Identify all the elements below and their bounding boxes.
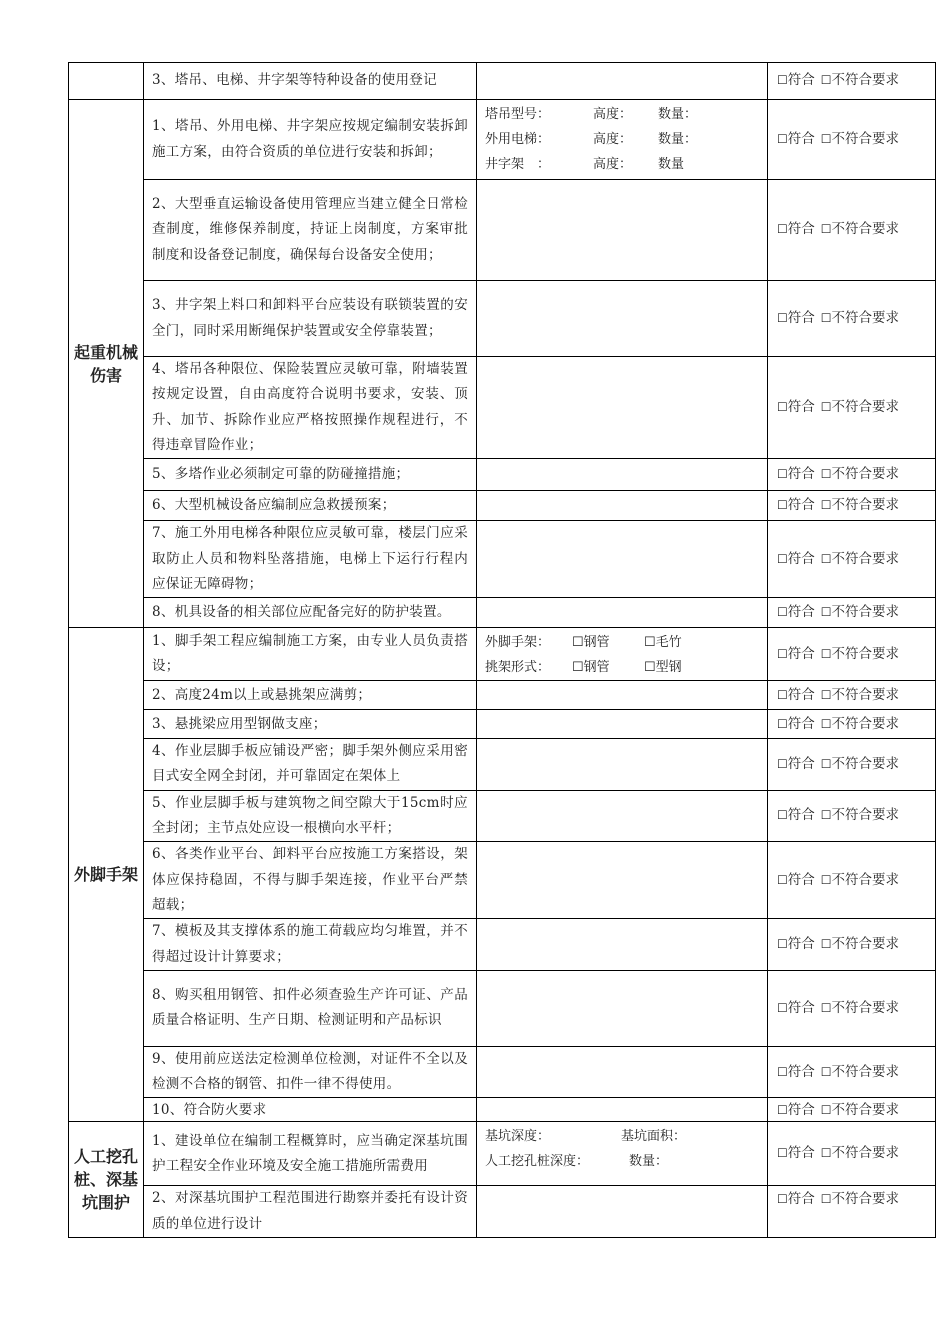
fail-checkbox-icon[interactable]: ☐ (820, 687, 832, 702)
check-item: 1、脚手架工程应编制施工方案，由专业人员负责搭设； (144, 628, 477, 681)
pass-checkbox-icon[interactable]: ☐ (777, 1064, 788, 1079)
check-item: 9、使用前应送法定检测单位检测，对证件不全以及检测不合格的钢管、扣件一律不得使用。 (144, 1046, 477, 1098)
result-cell[interactable] (768, 681, 936, 710)
fail-checkbox-icon[interactable]: ☐ (820, 936, 832, 951)
steel-pipe-checkbox[interactable]: ☐钢管 (572, 635, 610, 651)
check-item: 4、塔吊各种限位、保险装置应灵敏可靠，附墙装置按规定设置，自由高度符合说明书要求，安装、顶升、加节、拆除作业应严格按照操作规程进行，不得违章冒险作业； (144, 357, 477, 459)
category-scaffold: 外脚手架 (69, 628, 144, 1122)
table-row (69, 180, 936, 281)
fail-checkbox-icon[interactable]: ☐ (820, 310, 832, 325)
check-item: 2、大型垂直运输设备使用管理应当建立健全日常检查制度，维修保养制度，持证上岗制度，方案审批制度和设备登记制度，确保每台设备安全使用； (144, 180, 477, 281)
check-item: 5、多塔作业必须制定可靠的防碰撞措施； (144, 459, 477, 491)
pass-option-label: 符合 (787, 871, 815, 888)
note-cell[interactable] (477, 491, 768, 521)
pass-checkbox-icon[interactable]: ☐ (777, 310, 788, 325)
pass-option-label: 符合 (787, 72, 815, 89)
fail-option-label: 不符合要求 (831, 1191, 900, 1208)
pass-checkbox-icon[interactable]: ☐ (777, 756, 788, 771)
note-cell[interactable] (477, 739, 768, 791)
table-row (69, 681, 936, 710)
note-cell[interactable] (477, 919, 768, 971)
pass-option-label: 符合 (787, 715, 815, 732)
scaffold-note-cell[interactable] (477, 628, 768, 681)
note-cell[interactable] (477, 521, 768, 598)
category-cell (69, 63, 144, 100)
note-cell[interactable] (477, 790, 768, 842)
note-label: 数量 (658, 157, 685, 172)
result-cell[interactable] (768, 180, 936, 281)
fail-checkbox-icon[interactable]: ☐ (820, 716, 832, 731)
fail-option-label: 不符合要求 (831, 871, 900, 888)
result-cell[interactable] (768, 598, 936, 628)
table-row (69, 739, 936, 791)
fail-checkbox-icon[interactable]: ☐ (820, 467, 832, 482)
check-item: 3、悬挑梁应用型钢做支座； (144, 710, 477, 739)
note-cell[interactable] (477, 281, 768, 357)
table-row (69, 63, 936, 100)
result-cell[interactable] (768, 919, 936, 971)
section-steel-checkbox[interactable]: ☐型钢 (644, 660, 682, 676)
pass-option-label: 符合 (787, 755, 815, 772)
pass-checkbox-icon[interactable]: ☐ (777, 716, 788, 731)
result-cell[interactable] (768, 100, 936, 180)
result-cell[interactable] (768, 357, 936, 459)
fail-checkbox-icon[interactable]: ☐ (820, 1000, 832, 1015)
pass-option-label: 符合 (787, 1063, 815, 1080)
note-label: 外脚手架： (485, 635, 551, 651)
table-row (69, 1122, 936, 1186)
pass-option-label: 符合 (787, 1145, 815, 1162)
check-item: 7、模板及其支撑体系的施工荷载应均匀堆置，并不得超过设计计算要求； (144, 919, 477, 971)
check-item: 4、作业层脚手板应铺设严密；脚手架外侧应采用密目式安全网全封闭，并可靠固定在架体上 (144, 739, 477, 791)
table-row (69, 1046, 936, 1098)
check-item: 6、各类作业平台、卸料平台应按施工方案搭设，架体应保持稳固，不得与脚手架连接，作业平台严禁超载； (144, 842, 477, 919)
fail-option-label: 不符合要求 (831, 686, 900, 703)
pass-checkbox-icon[interactable]: ☐ (777, 808, 788, 823)
fail-option-label: 不符合要求 (831, 466, 900, 483)
result-cell[interactable] (768, 1186, 936, 1238)
note-cell[interactable] (477, 357, 768, 459)
pass-checkbox-icon[interactable]: ☐ (777, 1192, 788, 1207)
fail-option-label: 不符合要求 (831, 497, 900, 514)
pass-option-label: 符合 (787, 497, 815, 514)
fail-checkbox-icon[interactable]: ☐ (820, 131, 832, 146)
table-row (69, 710, 936, 739)
pass-checkbox-icon[interactable]: ☐ (777, 687, 788, 702)
fail-option-label: 不符合要求 (831, 1101, 900, 1118)
fail-checkbox-icon[interactable]: ☐ (820, 1146, 832, 1161)
table-row (69, 598, 936, 628)
pass-option-label: 符合 (787, 1101, 815, 1118)
note-cell[interactable] (477, 1046, 768, 1098)
note-cell[interactable] (477, 1098, 768, 1122)
check-item: 1、塔吊、外用电梯、井字架应按规定编制安装拆卸施工方案，由符合资质的单位进行安装和拆卸； (144, 100, 477, 180)
fail-checkbox-icon[interactable]: ☐ (820, 605, 832, 620)
fail-option-label: 不符合要求 (831, 72, 900, 89)
pass-option-label: 符合 (787, 935, 815, 952)
fail-checkbox-icon[interactable]: ☐ (820, 646, 832, 661)
result-cell[interactable] (768, 710, 936, 739)
result-cell[interactable] (768, 842, 936, 919)
check-item: 8、机具设备的相关部位应配备完好的防护装置。 (144, 598, 477, 628)
table-row (69, 357, 936, 459)
table-row (69, 919, 936, 971)
pass-option-label: 符合 (787, 1191, 815, 1208)
check-item: 8、购买租用钢管、扣件必须查验生产许可证、产品质量合格证明、生产日期、检测证明和产品标识 (144, 970, 477, 1046)
pass-checkbox-icon[interactable]: ☐ (777, 605, 788, 620)
fail-option-label: 不符合要求 (831, 1145, 900, 1162)
pass-checkbox-icon[interactable]: ☐ (777, 936, 788, 951)
pass-option-label: 符合 (787, 398, 815, 415)
category-pit: 人工挖孔桩、深基坑围护 (69, 1122, 144, 1238)
fail-option-label: 不符合要求 (831, 398, 900, 415)
table-row (69, 100, 936, 180)
table-row (69, 970, 936, 1046)
note-label: 外用电梯： (485, 132, 551, 147)
pass-checkbox-icon[interactable]: ☐ (777, 872, 788, 887)
note-label: 高度： (593, 157, 633, 172)
result-cell[interactable] (768, 1046, 936, 1098)
fail-option-label: 不符合要求 (831, 130, 900, 147)
fail-option-label: 不符合要求 (831, 550, 900, 567)
note-label: 高度： (593, 132, 633, 147)
note-label: 人工挖孔桩深度： (485, 1154, 590, 1170)
result-cell[interactable] (768, 790, 936, 842)
check-item: 3、井字架上料口和卸料平台应装设有联锁装置的安全门，同时采用断绳保护装置或安全停靠装置； (144, 281, 477, 357)
note-cell (477, 63, 768, 100)
check-item: 2、对深基坑围护工程范围进行勘察并委托有设计资质的单位进行设计 (144, 1186, 477, 1238)
note-cell[interactable] (477, 970, 768, 1046)
result-cell[interactable] (768, 521, 936, 598)
table-row (69, 459, 936, 491)
pass-checkbox-icon[interactable]: ☐ (777, 222, 788, 237)
check-item: 7、施工外用电梯各种限位应灵敏可靠，楼层门应采取防止人员和物料坠落措施，电梯上下运行行程内应保证无障碍物； (144, 521, 477, 598)
crane-note-cell[interactable] (477, 100, 768, 180)
check-item: 6、大型机械设备应编制应急救援预案； (144, 491, 477, 521)
category-crane: 起重机械伤害 (69, 100, 144, 628)
fail-checkbox-icon[interactable]: ☐ (820, 872, 832, 887)
fail-checkbox-icon[interactable]: ☐ (820, 222, 832, 237)
fail-option-label: 不符合要求 (831, 645, 900, 662)
fail-checkbox-icon[interactable]: ☐ (820, 551, 832, 566)
fail-option-label: 不符合要求 (831, 935, 900, 952)
fail-option-label: 不符合要求 (831, 999, 900, 1016)
note-label: 数量： (658, 107, 698, 122)
pass-checkbox-icon[interactable]: ☐ (777, 399, 788, 414)
pass-checkbox-icon[interactable]: ☐ (777, 73, 788, 88)
check-item: 10、符合防火要求 (144, 1098, 477, 1122)
result-cell[interactable] (768, 739, 936, 791)
safety-checklist-table (68, 62, 936, 1238)
check-item: 5、作业层脚手板与建筑物之间空隙大于15cm时应全封闭；主节点处应设一根横向水平杆； (144, 790, 477, 842)
fail-option-label: 不符合要求 (831, 604, 900, 621)
fail-checkbox-icon[interactable]: ☐ (820, 808, 832, 823)
result-cell[interactable] (768, 491, 936, 521)
pass-checkbox-icon[interactable]: ☐ (777, 467, 788, 482)
fail-checkbox-icon[interactable]: ☐ (820, 498, 832, 513)
pass-checkbox-icon[interactable]: ☐ (777, 551, 788, 566)
pit-note-cell[interactable] (477, 1122, 768, 1186)
pass-option-label: 符合 (787, 807, 815, 824)
pass-checkbox-icon[interactable]: ☐ (777, 1146, 788, 1161)
pass-checkbox-icon[interactable]: ☐ (777, 646, 788, 661)
table-row (69, 790, 936, 842)
bamboo-checkbox[interactable]: ☐毛竹 (644, 635, 682, 651)
note-cell[interactable] (477, 710, 768, 739)
table-row (69, 1186, 936, 1238)
note-label: 基坑面积： (621, 1129, 687, 1145)
pass-option-label: 符合 (787, 466, 815, 483)
fail-option-label: 不符合要求 (831, 1063, 900, 1080)
fail-option-label: 不符合要求 (831, 755, 900, 772)
pass-checkbox-icon[interactable]: ☐ (777, 498, 788, 513)
note-cell[interactable] (477, 1186, 768, 1238)
pass-option-label: 符合 (787, 604, 815, 621)
note-label: 挑架形式： (485, 660, 551, 676)
result-cell[interactable] (768, 281, 936, 357)
result-cell[interactable] (768, 970, 936, 1046)
steel-pipe-checkbox[interactable]: ☐钢管 (572, 660, 610, 676)
pass-option-label: 符合 (787, 645, 815, 662)
note-cell[interactable] (477, 180, 768, 281)
result-cell[interactable] (768, 628, 936, 681)
check-item: 3、塔吊、电梯、井字架等特种设备的使用登记 (144, 63, 477, 100)
note-cell[interactable] (477, 598, 768, 628)
result-cell[interactable] (768, 1122, 936, 1186)
table-row (69, 628, 936, 681)
fail-checkbox-icon[interactable]: ☐ (820, 399, 832, 414)
table-row (69, 521, 936, 598)
note-cell[interactable] (477, 681, 768, 710)
note-label: 塔吊型号： (485, 107, 551, 122)
note-label: 数量： (658, 132, 698, 147)
note-cell[interactable] (477, 842, 768, 919)
pass-checkbox-icon[interactable]: ☐ (777, 1000, 788, 1015)
fail-option-label: 不符合要求 (831, 807, 900, 824)
pass-option-label: 符合 (787, 686, 815, 703)
table-row (69, 842, 936, 919)
result-cell (768, 63, 936, 100)
fail-checkbox-icon[interactable]: ☐ (820, 1192, 832, 1207)
fail-checkbox-icon[interactable]: ☐ (820, 73, 832, 88)
note-label: 数量： (629, 1154, 669, 1170)
fail-option-label: 不符合要求 (831, 309, 900, 326)
pass-option-label: 符合 (787, 221, 815, 238)
fail-option-label: 不符合要求 (831, 715, 900, 732)
fail-checkbox-icon[interactable]: ☐ (820, 1102, 832, 1117)
note-cell[interactable] (477, 459, 768, 491)
table-row (69, 491, 936, 521)
table-row (69, 281, 936, 357)
check-item: 1、建设单位在编制工程概算时，应当确定深基坑围护工程安全作业环境及安全施工措施所需费用 (144, 1122, 477, 1186)
pass-option-label: 符合 (787, 130, 815, 147)
fail-option-label: 不符合要求 (831, 221, 900, 238)
table-row (69, 1098, 936, 1122)
result-cell[interactable] (768, 459, 936, 491)
note-label: 基坑深度： (485, 1129, 551, 1145)
fail-checkbox-icon[interactable]: ☐ (820, 1064, 832, 1079)
pass-option-label: 符合 (787, 309, 815, 326)
pass-checkbox-icon[interactable]: ☐ (777, 131, 788, 146)
fail-checkbox-icon[interactable]: ☐ (820, 756, 832, 771)
note-label: 高度： (593, 107, 633, 122)
note-label: 井字架 ： (485, 157, 551, 172)
pass-option-label: 符合 (787, 550, 815, 567)
check-item: 2、高度24m以上或悬挑架应满剪； (144, 681, 477, 710)
pass-checkbox-icon[interactable]: ☐ (777, 1102, 788, 1117)
pass-option-label: 符合 (787, 999, 815, 1016)
result-cell[interactable] (768, 1098, 936, 1122)
